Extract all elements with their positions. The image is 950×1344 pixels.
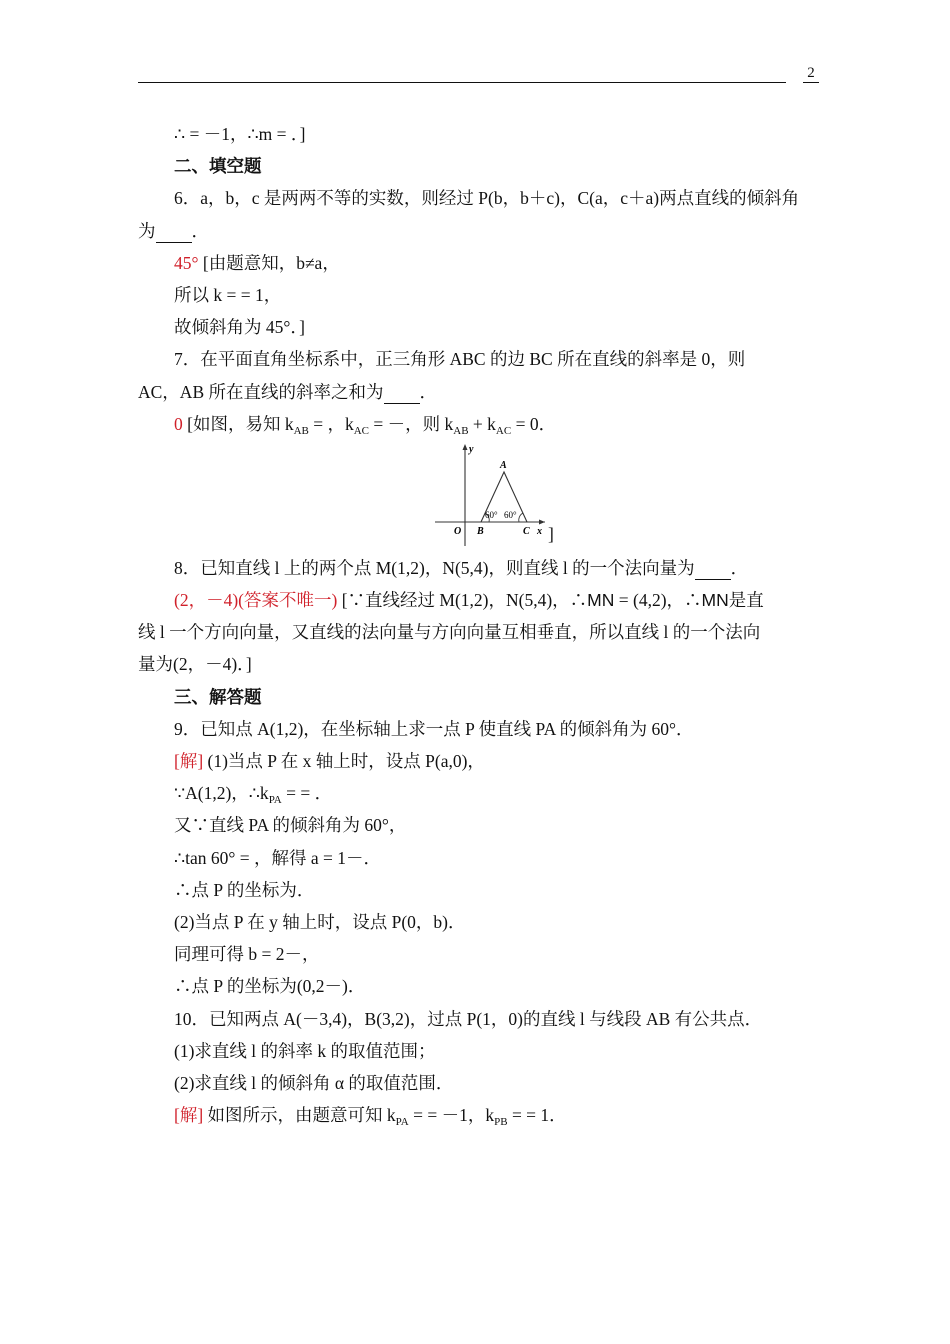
text: ∵A(1,2)，∴k	[174, 783, 269, 804]
text: ．	[191, 220, 209, 241]
label-x: x	[537, 525, 542, 537]
section-heading-solve: 三、解答题	[174, 686, 262, 707]
text-line: 量为(2，－4)．]	[138, 654, 252, 675]
angle-arc-c	[519, 513, 523, 522]
solution-tag: [解]	[174, 751, 204, 771]
text: AC，AB 所在直线的斜率之和为	[138, 381, 384, 402]
text: 8．已知直线 l 上的两个点 M(1,2)，N(5,4)，则直线 l 的一个法向量为	[174, 557, 695, 578]
text: = = －1，k	[408, 1105, 495, 1126]
solution-9	[138, 745, 814, 777]
text: = (4,2)，∴	[614, 590, 702, 611]
text: = ，k	[308, 413, 354, 434]
header-rule	[138, 82, 786, 83]
label-a: A	[500, 459, 507, 471]
y-axis-arrow	[463, 444, 468, 450]
vector-mn: MN	[587, 590, 615, 611]
text: 是直	[728, 590, 764, 611]
subscript: AC	[495, 424, 512, 437]
subscript: AB	[293, 424, 309, 437]
question-8	[138, 552, 814, 584]
triangle-figure	[138, 440, 814, 552]
document-body	[138, 118, 814, 1131]
text: [如图，易知 k	[182, 413, 294, 434]
explanation: [由题意知，b≠a，	[198, 252, 340, 273]
answer-value: 45°	[174, 252, 199, 273]
text-line: ∴ = －1，∴m = ．]	[174, 124, 306, 144]
question-10: 10．已知两点 A(－3,4)，B(3,2)，过点 P(1，0)的直线 l 与线段 AB 有公共点．	[174, 1008, 763, 1029]
solution-tag: [解]	[174, 1105, 204, 1126]
vector-mn: MN	[701, 590, 729, 611]
text: ．	[419, 381, 437, 402]
text-line: ∴tan 60° = ，解得 a = 1－．	[174, 847, 382, 868]
text-line: (2)当点 P 在 y 轴上时，设点 P(0，b)．	[174, 911, 466, 932]
text-line: (2)求直线 l 的倾斜角 α 的取值范围．	[174, 1072, 454, 1093]
angle-label-c: 60°	[504, 509, 517, 520]
question-6: 6．a，b，c 是两两不等的实数，则经过 P(b，b＋c)，C(a，c＋a)两点直线的倾斜角	[174, 188, 800, 209]
subscript: PA	[395, 1116, 409, 1129]
subscript: PA	[268, 794, 282, 807]
text: 为	[138, 220, 156, 241]
text-line: 线 l 一个方向向量，又直线的法向量与方向向量互相垂直，所以直线 l 的一个法向	[138, 622, 761, 643]
answer-7	[138, 408, 814, 440]
question-7: 7．在平面直角坐标系中，正三角形 ABC 的边 BC 所在直线的斜率是 0，则	[174, 349, 746, 370]
closing-bracket: ]	[548, 523, 554, 544]
text: 如图所示，由题意可知 k	[203, 1105, 396, 1126]
answer-8	[138, 584, 814, 616]
coordinate-diagram	[433, 442, 563, 550]
label-y: y	[469, 443, 474, 455]
text: = = ．	[281, 783, 333, 804]
text: = 0．	[511, 413, 557, 434]
solution-10	[138, 1099, 814, 1131]
question-9: 9．已知点 A(1,2)，在坐标轴上求一点 P 使直线 PA 的倾斜角为 60°．	[174, 718, 694, 739]
question-6-cont	[138, 215, 814, 247]
text-line	[138, 777, 814, 809]
answer-value: (2，－4)(答案不唯一)	[174, 590, 338, 611]
answer-blank	[156, 222, 192, 243]
label-b: B	[477, 525, 484, 537]
text-line: (1)求直线 l 的斜率 k 的取值范围；	[174, 1040, 436, 1061]
text-line: 又∵直线 PA 的倾斜角为 60°，	[174, 815, 407, 836]
section-heading-fill-blank: 二、填空题	[174, 156, 262, 177]
text-line: ∴点 P 的坐标为(0,2－)．	[174, 976, 366, 997]
text: = = 1．	[507, 1105, 567, 1126]
page-number: 2	[803, 64, 819, 83]
label-c: C	[523, 525, 530, 537]
subscript: PB	[494, 1116, 508, 1129]
answer-value: 0	[174, 413, 183, 434]
text: (1)当点 P 在 x 轴上时，设点 P(a,0)，	[203, 751, 485, 771]
angle-label-b: 60°	[485, 509, 498, 520]
text: [∵直线经过 M(1,2)，N(5,4)，∴	[337, 590, 588, 611]
text: ．	[730, 557, 749, 578]
answer-blank	[695, 559, 731, 580]
text: + k	[468, 413, 496, 434]
x-axis-arrow	[539, 519, 545, 524]
text-line: 同理可得 b = 2－，	[174, 944, 320, 965]
answer-blank	[384, 383, 420, 404]
question-7-cont	[138, 376, 814, 408]
subscript: AB	[453, 424, 469, 437]
text-line: ∴点 P 的坐标为．	[174, 879, 315, 900]
answer-6	[138, 247, 814, 279]
text-line: 所以 k = = 1，	[174, 284, 282, 305]
text-line: 故倾斜角为 45°．]	[174, 317, 305, 338]
subscript: AC	[353, 424, 370, 437]
label-o: O	[454, 525, 462, 537]
text: = －，则 k	[369, 413, 454, 434]
